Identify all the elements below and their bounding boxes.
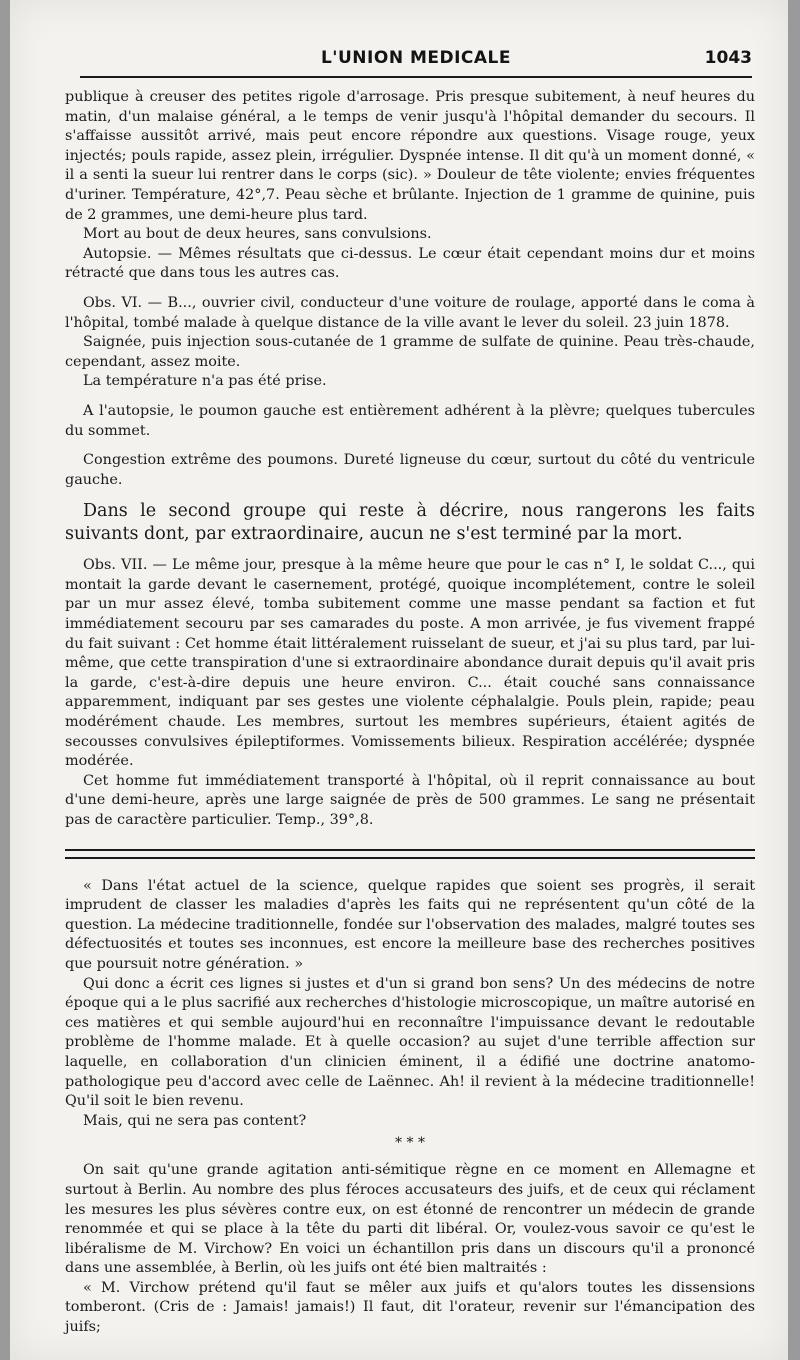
paragraph: On sait qu'une grande agitation anti-sémitique règne en ce moment en Allemagne et surtout à Berlin. Au nombre des plus féroces accusateurs des juifs, et de ceux qui réclament les mesures les plus sévères contre eux, on est étonné de rencontrer un médecin de grande renommée et qui se place à la tête du parti dit libéral. Or, voulez-vous savoir ce qu'est le libéralisme de M. Virchow? En voici un échantillon pris dans un discours qu'il a prononcé dans une assemblée, à Berlin, où les juifs ont été bien maltraités : [65,1162,755,1277]
journal-title: L'UNION MEDICALE [320,48,512,68]
paragraph: Qui donc a écrit ces lignes si justes et d'un si grand bon sens? Un des médecins de notre époque qui a le plus sacrifié aux recherches d'histologie microscopique, un maître autorisé en ces matières et qui semble aujourd'hui en reconnaître l'impuissance devant le redoutable problème de l'homme malade. Et à quelle occasion? au sujet d'une terrible affection sur laquelle, en collaboration d'un clinicien éminent, il a édifié une doctrine anatomo-pathologique peu d'accord avec celle de Laënnec. Ah! il revient à la médecine traditionnelle! Qu'il soit le bien revenu. [65,975,755,1110]
paragraph: La température n'a pas été prise. [83,373,327,390]
paragraph: Mais, qui ne sera pas content? [83,1112,307,1129]
section-intro-paragraph: Dans le second groupe qui reste à décrire, nous rangerons les faits suivants dont, par extraordinaire, aucun ne s'est terminé par la mort. [65,501,755,545]
asterism-separator: * * * [395,1135,425,1152]
quotation-paragraph: « M. Virchow prétend qu'il faut se mêler aux juifs et qu'alors toutes les dissensions tomberont. (Cris de : Jamais! jamais!) Il faut, dit l'orateur, revenir sur l'émancipation des juifs; [65,1279,755,1336]
page-number: 1043 [704,48,752,68]
quotation-paragraph: « Dans l'état actuel de la science, quelque rapides que soient ses progrès, il serait imprudent de classer les maladies d'après les faits qui ne représentent qu'un côté de la question. La médecine traditionnelle, fondée sur l'observation des malades, malgré toutes ses défectuosités et toutes ses inconnues, est encore la meilleure base des recherches positives que poursuit notre génération. » [65,877,755,972]
paragraph: Mort au bout de deux heures, sans convulsions. [83,226,432,243]
observation-heading-paragraph: Obs. VII. — Le même jour, presque à la même heure que pour le cas n° I, le soldat C..., qui montait la garde devant le casernement, protégé, quoique incomplétement, contre le soleil par un mur assez élevé, tomba subitement comme une masse pendant sa faction et fut immédiatement secouru par ses camarades du poste. A mon arrivée, je fus vivement frappé du fait suivant : Cet homme était littéralement ruisselant de sueur, et j'ai su plus tard, par lui-même, que cette transpiration d'une si extraordinaire abondance durait depuis qu'il avait pris la garde, c'est-à-dire depuis une heure environ. C... était couché sans connaissance apparemment, indiquant par ses gestes une violente céphalalgie. Pouls plein, rapide; peau modérément chaude. Les membres, surtout les membres supérieurs, étaient agités de secousses convulsives épileptiformes. Vomissements bilieux. Respiration accélérée; dyspnée modérée. [65,557,755,770]
observation-heading-paragraph: Obs. VI. — B..., ouvrier civil, conducteur d'une voiture de roulage, apporté dans le coma à l'hôpital, tombé malade à quelque distance de la ville avant le lever du soleil. 23 juin 1878. [65,294,755,331]
running-header [80,48,752,78]
paragraph: Cet homme fut immédiatement transporté à l'hôpital, où il reprit connaissance au bout d'une demi-heure, après une large saignée de près de 500 grammes. Le sang ne présentait pas de caractère particulier. Temp., 39°,8. [65,772,755,828]
paragraph: Autopsie. — Mêmes résultats que ci-dessus. Le cœur était cependant moins dur et moins rétracté que dans tous les autres cas. [65,245,755,282]
section-divider [65,849,755,859]
document-page [10,0,788,1360]
paragraph: Congestion extrême des poumons. Dureté ligneuse du cœur, surtout du côté du ventricule gauche. [65,452,755,488]
paragraph: Saignée, puis injection sous-cutanée de 1 gramme de sulfate de quinine. Peau très-chaude, cependant, assez moite. [65,334,755,370]
article-body [65,88,755,1338]
paragraph: publique à creuser des petites rigole d'arrosage. Pris presque subitement, à neuf heures du matin, d'un malaise général, a le temps de venir jusqu'à l'hôpital demander du secours. Il s'affaisse aussitôt arrivé, mais peut encore répondre aux questions. Visage rouge, yeux injectés; pouls rapide, assez plein, irrégulier. Dyspnée intense. Il dit qu'à un moment donné, « il a senti la sueur lui rentrer dans le corps (sic). » Douleur de tête violente; envies fréquentes d'uriner. Température, 42°,7. Peau sèche et brûlante. Injection de 1 gramme de quinine, puis de 2 grammes, une demi-heure plus tard. [65,89,755,223]
paragraph: A l'autopsie, le poumon gauche est entièrement adhérent à la plèvre; quelques tubercules du sommet. [65,402,755,439]
